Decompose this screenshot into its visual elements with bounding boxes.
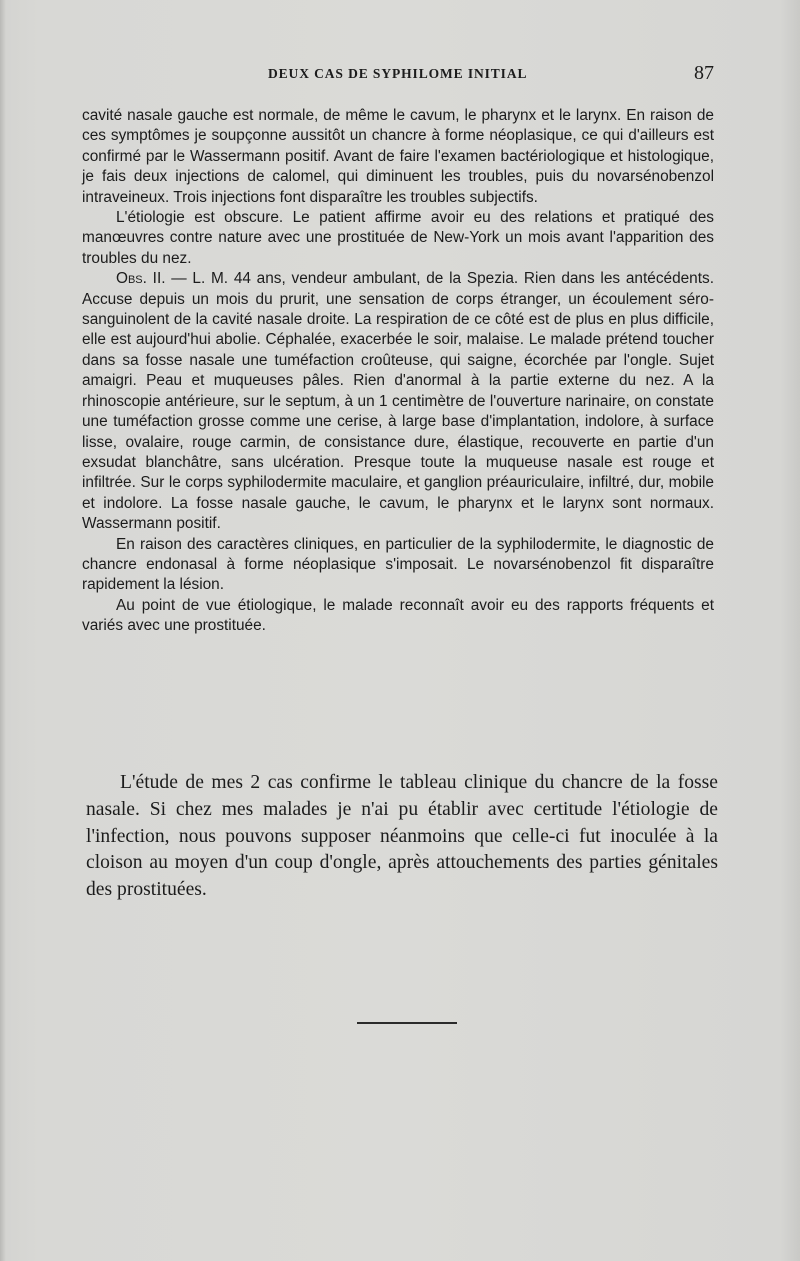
observation-label: Obs. II. [116,270,166,288]
page-number: 87 [694,62,714,84]
paragraph-etiology-2: Au point de vue étiologique, le malade reconnaît avoir eu des rapports fréquents et variés avec une prostituée. [82,596,714,635]
paragraph-conclusion: L'étude de mes 2 cas confirme le tableau clinique du chancre de la fosse nasale. Si chez mes malades je n'ai pu établir avec certitude l'étiologie de l'infection, nous pouvons supposer néanmoins que celle-ci fut inoculée à la cloison au moyen d'un coup d'ongle, après attouchements des parties génitales des prostituées. [86,772,718,901]
paragraph-observation-2 [82,269,714,534]
conclusion-section [86,770,718,904]
observation-2-body: — L. M. 44 ans, vendeur ambulant, de la Spezia. Rien dans les antécédents. Accuse depuis un mois du prurit, une sensation de corps étranger, un écoulement séro-sanguinolent de la cavité nasale droite. La respiration de ce côté est de plus en plus difficile, elle est aujourd'hui abolie. Céphalée, exacerbée le soir, malaise. Le malade prétend toucher dans sa fosse nasale une tuméfaction croûteuse, qui saigne, écorchée par l'ongle. Sujet amaigri. Peau et muqueuses pâles. Rien d'anormal à la partie externe du nez. A la rhinoscopie antérieure, sur le septum, à un 1 centimètre de l'ouverture narinaire, on constate une tuméfaction grosse comme une cerise, à large base d'implantation, indolore, à surface lisse, ovalaire, rouge carmin, de consistance dure, élastique, recouverte en partie d'un exsudat blanchâtre, sans ulcération. Presque toute la muqueuse nasale est rouge et infiltrée. Sur le corps syphilodermite maculaire, et ganglion préauriculaire, infiltré, dur, mobile et indolore. La fosse nasale gauche, le cavum, le pharynx et le larynx sont normaux. Wassermann positif. [82,270,714,533]
observation-section [82,106,714,637]
running-header [268,62,718,86]
paragraph-etiology: L'étiologie est obscure. Le patient affirme avoir eu des relations et pratiqué des manœuvres contre nature avec une prostituée de New-York un mois avant l'apparition des troubles du nez. [82,209,714,267]
running-title: DEUX CAS DE SYPHILOME INITIAL [268,66,528,81]
paragraph-continuation: cavité nasale gauche est normale, de même le cavum, le pharynx et le larynx. En raison de ces symptômes je soupçonne aussitôt un chancre à forme néoplasique, ce qui d'ailleurs est confirmé par le Wassermann positif. Avant de faire l'examen bactériologique et histologique, je fais deux injections de calomel, qui diminuent les troubles, puis du novarsénobenzol intraveineux. Trois injections font disparaître les troubles subjectifs. [82,107,714,206]
paragraph-diagnosis: En raison des caractères cliniques, en particulier de la syphilodermite, le diagnostic de chancre endonasal à forme néoplasique s'imposait. Le novarsénobenzol fit disparaître rapidement la lésion. [82,535,714,594]
section-divider [357,1022,457,1024]
